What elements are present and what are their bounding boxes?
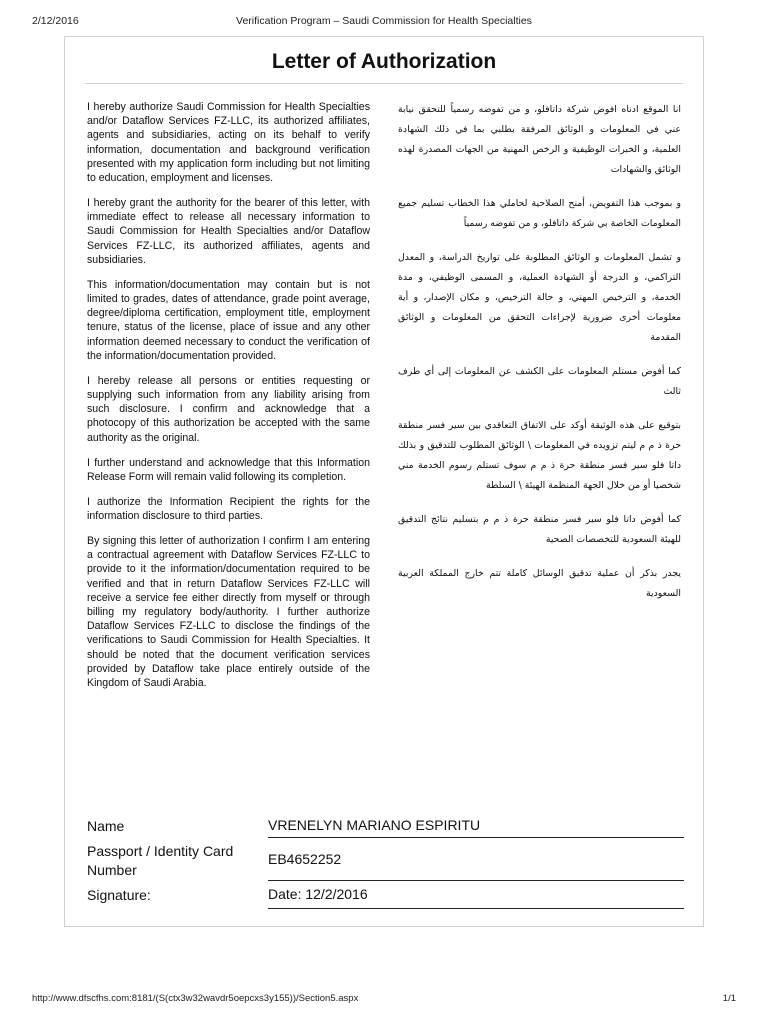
letter-title: Letter of Authorization [271,50,497,73]
arabic-body [398,100,681,618]
english-paragraph-1: I hereby authorize Saudi Commission for Health Specialties and/or Dataflow Services FZ-LLC, its authorized affiliates, agents and subsidiaries, acting on its behalf to verify information, documentation and background verification presented with my application form including but not limiting to education, employment and licenses. [87,101,370,185]
title-divider [85,83,683,84]
name-value: VRENELYN MARIANO ESPIRITU [268,817,481,833]
arabic-paragraph-3: و تشمل المعلومات و الوثائق المطلوبة على تواريخ الدراسة، و المعدل التراكمي، و الدرجة أو الشهادة العملية، و المسمى الوظيفي، و مدة الخدمة، و الترخيص المهني، و حالة الترخيص، و مكان الإصدار، و أية معلومات أخرى ضرورية لإجراءات التحقق من المعلومات و الوثائق المقدمة [398,252,681,343]
print-date: 2/12/2016 [32,15,79,27]
english-paragraph-3: This information/documentation may contain but is not limited to grades, dates of attendance, grade point average, degree/diploma certification, employment title, employment tenure, status of the license, place of issue and any other information deemed necessary to conduct the verification of the information/documentation provided. [87,278,370,362]
name-row [87,816,684,840]
print-page-title: Verification Program – Saudi Commission for Health Specialties [236,15,532,27]
passport-value: EB4652252 [268,851,342,867]
date-value: Date: 12/2/2016 [268,886,368,902]
arabic-paragraph-1: انا الموقع ادناه افوض شركة داتافلو، و من تفوضه رسمياً للتحقق نيابة عني في المعلومات و الوثائق المرفقة بطلبي بما في ذلك الشهادة العلمية، و الخبرات الوظيفية و الرخص المهنية من الجهات المصدرة لهذه الوثائق والشهادات [398,104,681,175]
arabic-paragraph-2: و بموجب هذا التفويض، أمنح الصلاحية لحاملي هذا الخطاب تسليم جميع المعلومات الخاصة بي شركة داتافلو، و من تفوضه رسمياً [398,198,681,229]
english-paragraph-2: I hereby grant the authority for the bearer of this letter, with immediate effect to release all necessary information to Saudi Commission for Health Specialties and/or Dataflow Services FZ-LLC, its authorized affiliates, agents and subsidiaries. [87,197,370,266]
passport-label: Passport / Identity Card Number [87,843,234,878]
signature-underline [268,908,684,909]
passport-underline [268,880,684,881]
english-paragraph-7: By signing this letter of authorization I confirm I am entering a contractual agreement with Dataflow Services FZ-LLC to provide to it the information/documentation required to be verified and that in return Dataflow Services FZ-LLC will receive a service fee either directly from myself or through billing my regulatory body/authority. I further authorize Dataflow Services FZ-LLC to disclose the findings of the verifications to Saudi Commission for Health Specialties. It should be noted that the document verification services provided by Dataflow take place entirely outside of the Kingdom of Saudi Arabia. [87,535,370,690]
arabic-paragraph-4: كما أفوض مستلم المعلومات على الكشف عن المعلومات إلى أي طرف ثالث [398,366,681,397]
passport-row [87,841,684,881]
arabic-paragraph-5: بتوقيع على هذه الوثيقة أوكد على الاتفاق التعاقدي بين سير فسر منطقة حرة ذ م م ليتم تزويده في المعلومات \ الوثائق المطلوب للتدقيق و بذلك داتا فلو سير فسر منطقة حرة ذ م م سوف تستلم رسوم الخدمة مني شخصيا أو من خلال الجهة المنظمة الهيئة \ السلطة [398,420,681,491]
english-paragraph-5: I further understand and acknowledge that this Information Release Form will remain valid following its completion. [87,456,370,483]
english-paragraph-6: I authorize the Information Recipient the rights for the information disclosure to third parties. [87,495,370,523]
english-paragraph-4: I hereby release all persons or entities requesting or supplying such information from any liability arising from such disclosure. I confirm and acknowledge that a photocopy of this authorization be accepted with the same authority as the original. [87,374,370,444]
print-page-number: 1/1 [722,993,736,1004]
signature-label: Signature: [87,887,151,903]
name-underline [268,837,684,838]
english-body [87,100,370,701]
print-url: http://www.dfscfhs.com:8181/(S(ctx3w32wavdr5oepcxs3y155))/Section5.aspx [32,993,359,1004]
arabic-paragraph-6: كما أفوض داتا فلو سير فسر منطقة حرة ذ م م بتسليم نتائج التدقيق للهيئة السعودية للتخصصات الصحية [398,514,681,545]
name-label: Name [87,818,125,834]
signature-row [87,885,684,909]
arabic-paragraph-7: يجدر بذكر أن عملية تدقيق الوسائل كاملة تتم خارج المملكة العربية السعودية [398,568,681,599]
